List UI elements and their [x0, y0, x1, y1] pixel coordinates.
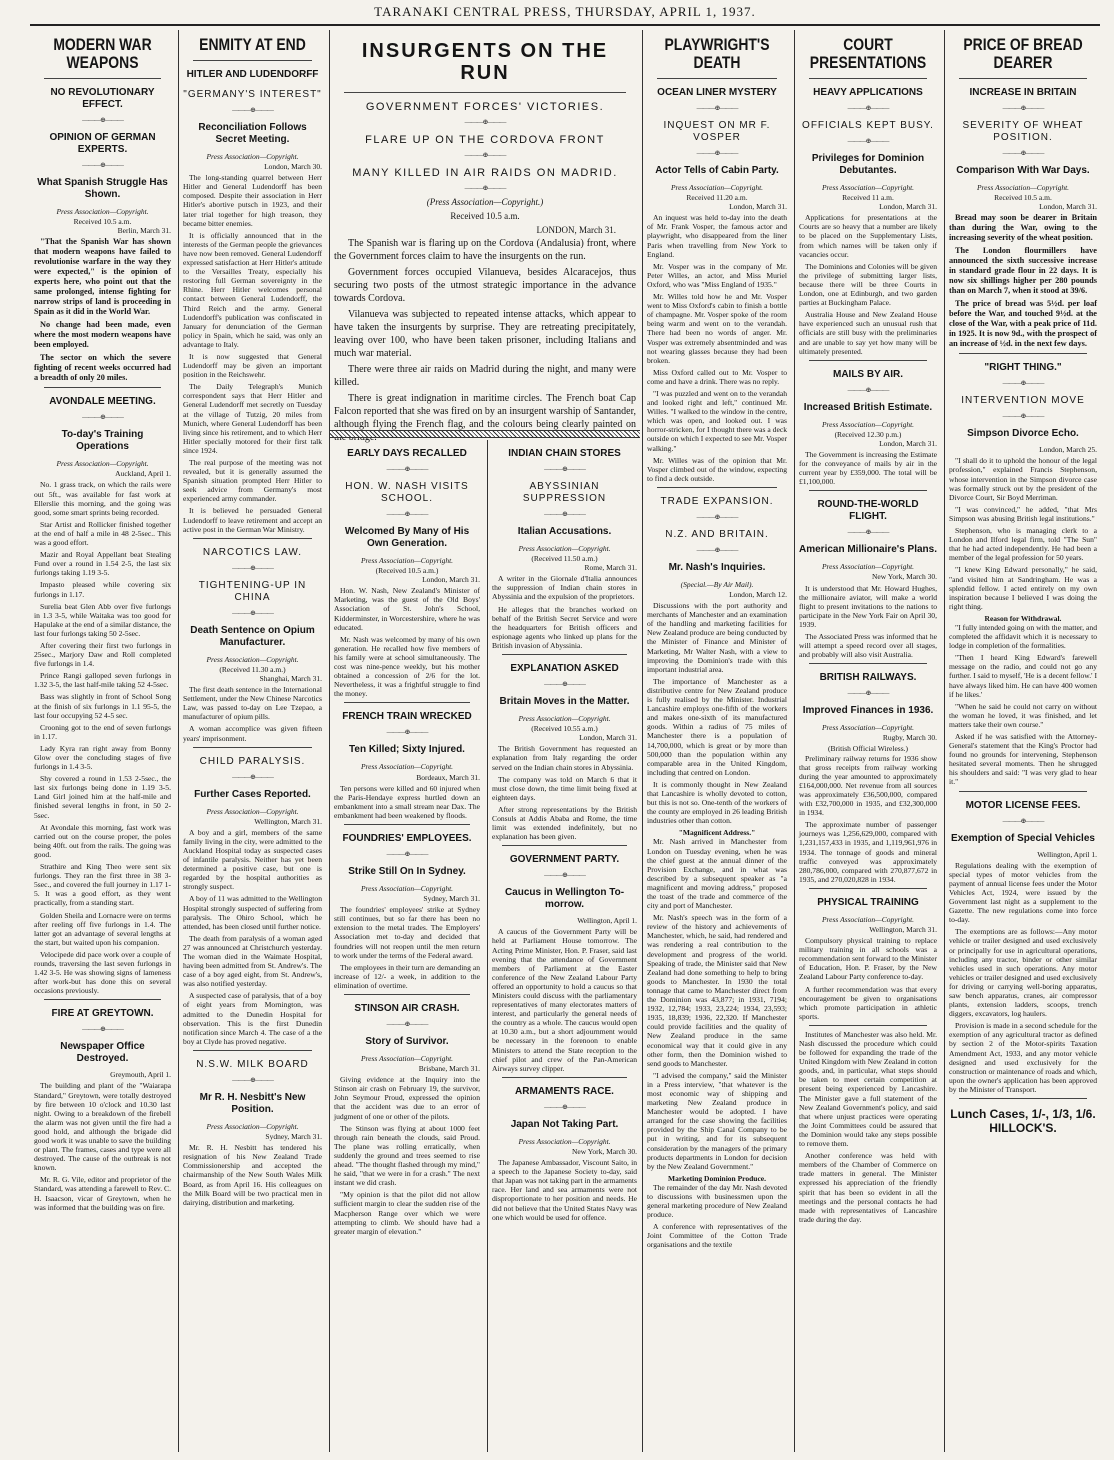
paragraph: Institutes of Manchester was also held. Mr. Nash discussed the procedure which could be followed for expanding the trade of the United Kingdom with New Zealand in cotton goods, and, in particular, what steps should be taken to meet certain competition at present being experienced by Lancashire. The Minister gave a full statement of the New Zealand Government's policy, and said that where unjust practices were operating the Joint Committees could be assured that the Dominion would take any steps possible to remove them.	[799, 1029, 937, 1149]
separator	[183, 564, 322, 572]
paragraph: Asked if he was satisfied with the Attorney-General's statement that the King's Proctor had found no grounds for intervening, Stephenson hesitated several moments. Then he shrugged his shoulders and said: "I was very glad to hear it."	[949, 732, 1097, 787]
subhead: HITLER AND LUDENDORFF	[186, 69, 319, 80]
paragraph: "I knew King Edward personally," he said, "and visited him at Sandringham. He was a splendid fellow. I acted entirely on my own inspiration because I believed I was doing the right thing.	[949, 565, 1097, 611]
byline: Press Association—Copyright.	[976, 183, 1070, 192]
separator	[799, 104, 937, 112]
byline: Press Association—Copyright.	[360, 1054, 454, 1063]
subhead: What Spanish Struggle Has Shown.	[37, 177, 168, 200]
separator	[183, 1076, 322, 1084]
headline-right-thing: "RIGHT THING."	[984, 362, 1062, 374]
rule	[344, 824, 470, 825]
headline-price-of-bread-dearer: PRICE OF BREAD DEARER	[963, 35, 1083, 72]
subhead: Improved Finances in 1936.	[802, 705, 934, 717]
rule	[344, 994, 470, 995]
separator	[949, 104, 1097, 112]
paragraph: The exemptions are as follows:—Any motor vehicle or trailer designed and used exclusively or principally for use in agricultural operations, including any tractor, binder or other similar vehicles used in such operations. Any motor vehicles or trailer designed and used exclusively for driving or carrying well-boring apparatus, saw bench apparatus, cranes, air compressor plants, extension ladders, scoops, trench diggers, excavators, log haulers.	[949, 927, 1097, 1019]
paragraph: Applications for presentations at the Courts are so heavy that a number are likely to be placed on the Supplementary Lists, from which names will be taken only if vacancies occur.	[799, 213, 937, 259]
subhead: Reconciliation Follows Secret Meeting.	[198, 122, 307, 145]
paragraph: There is great indignation in maritime circles. The French boat Cap Falcon reported that she was fired on by an insurgent warship of Santander, although flying the French flag, and the colours being clearly painted on	[334, 393, 636, 431]
rule	[959, 1098, 1087, 1099]
subhead: Strike Still On In Sydney.	[348, 865, 466, 877]
paragraph: Mr. Nash's speech was in the form of a review of the history and achievements of Manchester, which, he said, had rendered and was rendering a real contribution to the development and progress of the world. Speaking of trade, the Minister said that New Zealand had done something to help to bring goods to Manchester. In 1930 the total tonnage that came to Manchester direct from the Dominion was 43,877; in 1931, 7194; 1932, 12,784; 1933, 23,224; 1934, 23,593; 1935, 18,839; 1936, 22,320. If Manchester could provide facilities and the quality of New Zealand produce in the same economical way that it could give in any other form, then the Dominion wished to send goods to Manchester.	[647, 913, 787, 1068]
headline-indian-chain-stores: INDIAN CHAIN STORES	[508, 448, 621, 459]
paragraph: Mr. R. H. Nesbitt has tendered his resignation of his New Zealand Trade Commissionership and accepted the chairmanship of the New South Wales Milk Board, as from April 16. His colleagues on the Milk Board will be two practical men in dairying, distribution and marketing.	[183, 1143, 322, 1207]
paragraph: Surelia beat Glen Abb over five furlongs in 1.3 3-5, while Waitaka was too good for Hapulake at the end of a similar distance, the last four furlongs taking 50 2-5sec.	[34, 601, 171, 638]
paragraph: The Government is increasing the Estimate for the conveyance of mails by air in the current year by £359,000. The total will be £1,100,000.	[799, 449, 937, 487]
separator	[334, 184, 636, 192]
byline: Press Association—Copyright.	[821, 914, 915, 924]
paragraph: Mr. Vosper was in the company of Mr. Peter Willes, an actor, and Miss Muriel Oxford, who was "Miss England of 1935."	[647, 261, 787, 289]
dateline: Wellington, March 31.	[254, 816, 322, 826]
byline: Press Association—Copyright.	[206, 1121, 299, 1131]
rule	[344, 92, 626, 93]
dateline: Sydney, March 31.	[423, 894, 480, 904]
subhead: NO REVOLUTIONARY EFFECT.	[50, 87, 155, 110]
received-time: (Received 11.50 a.m.)	[531, 554, 598, 564]
subhead: MANY KILLED IN AIR RAIDS ON MADRID.	[352, 167, 618, 179]
subhead: GOVERNMENT FORCES' VICTORIES.	[365, 101, 605, 113]
paragraph: Government forces occupied Vilanueva, besides Alcaracejos, thus securing two posts of the utmost strategic importance in the advance towards Cordova.	[334, 267, 636, 305]
separator	[949, 379, 1097, 387]
received-time: (Received 10.55 a.m.)	[531, 724, 598, 734]
received-time: Received 11.20 a.m.	[686, 193, 748, 203]
subhead: TIGHTENING-UP IN CHINA	[198, 579, 307, 603]
rule	[657, 78, 777, 79]
dateline: London, March 31.	[729, 202, 787, 212]
byline: Press Association—Copyright.	[360, 883, 454, 893]
paragraph: After covering their first two furlongs in 25sec., Marjory Daw and Roll completed five furlongs in 1.4.	[34, 640, 171, 669]
separator	[647, 546, 787, 554]
paragraph: Mr. Nash was welcomed by many of his own generation. He recalled how five members of his family were at school simultaneously. The cost was nine-pence weekly, but his mother obtained a concession of 2/6 for the lot. Nevertheless, it was a frightful struggle to find the money.	[334, 634, 480, 699]
section-heading: Marketing Dominion Produce.	[668, 1173, 766, 1183]
received-time: Received 10.5 a.m.	[73, 217, 132, 227]
paragraph: Discussions with the port authority and merchants of Manchester and an examination of the handling and marketing facilities for New Zealand produce are being conducted by the Minister of Finance and Minister of Marketing, Mr Walter Nash, with a view to improving the Dominion's trade with this important industrial area.	[647, 601, 787, 674]
subhead: Actor Tells of Cabin Party.	[655, 165, 779, 176]
headline-explanation-asked: EXPLANATION ASKED	[510, 663, 619, 675]
headline-french-train-wrecked: FRENCH TRAIN WRECKED	[342, 711, 472, 723]
paragraph: Vilanueva was subjected to repeated intense attacks, which appear to have taken the insurgents by surprise. They are retreating precipitately, leaving over 100, who have been taken prisoner, including Italians and much war material.	[334, 309, 636, 360]
paragraph: "I advised the company," said the Minister in a Press interview, "that whatever is the most economic way of shipping and marketing New Zealand produce in Manchester would be adopted. I have arranged for the case showing the facilities provided by the Ship Canal Company to be put in writing, and for its subsequent consideration by the managers of the primary products departments in London for decision by the New Zealand Government."	[647, 1070, 787, 1171]
paragraph: The British Government has requested an explanation from Italy regarding the order served on the Indian chain stores in Abyssinia.	[492, 744, 637, 772]
headline-playwrights-death: PLAYWRIGHT'S DEATH	[664, 35, 770, 72]
rule	[809, 1025, 927, 1026]
rule	[193, 538, 312, 539]
paragraph: "I fully intended going on with the matter, and completed the affidavit which it is necessary to lodge in completion of the formalities.	[949, 622, 1097, 651]
paragraph: "When he said he could not carry on without the woman he loved, it was finished, and let matters take their own course."	[949, 701, 1097, 729]
headline-mails-by-air: MAILS BY AIR.	[832, 368, 903, 380]
dateline: London, March 31.	[879, 438, 937, 448]
paragraph: A writer in the Giornale d'Italia announces the suppression of Indian chain stores in Abyssinia and the expulsion of the proprietors.	[492, 574, 637, 602]
byline: Press Association—Copyright.	[821, 419, 915, 429]
subhead: INQUEST ON MR F. VOSPER	[663, 120, 771, 143]
ornamental-divider	[330, 430, 640, 438]
headline-government-party: GOVERNMENT PARTY.	[509, 854, 620, 866]
separator	[183, 609, 322, 617]
paragraph: The price of bread was 5½d. per loaf before the War, and touched 9½d. at the close of the War, with a peak price of 11d. in 1925. It is now 9d., with the prospect of an increase of ½d. in the next few days.	[949, 299, 1097, 349]
byline: Press Association—Copyright.	[206, 654, 299, 664]
byline: Press Association—Copyright.	[821, 183, 915, 192]
subhead: INTERVENTION MOVE	[961, 395, 1085, 407]
rule	[502, 1077, 627, 1078]
headline-avondale-meeting: AVONDALE MEETING.	[49, 396, 156, 408]
dateline: Rome, March 31.	[584, 563, 637, 573]
paragraph: He alleges that the branches worked on behalf of the British Secret Service and were the headquarters for British officers and espionage agents who linked up plans for the British invasion of Abyssinia.	[492, 604, 637, 650]
byline: Press Association—Copyright.	[821, 562, 915, 572]
paragraph: Crooning got to the end of seven furlongs in 1.17.	[34, 722, 171, 741]
paragraph: Giving evidence at the Inquiry into the Stinson air crash on February 19, the survivor, John Seymour Proud, expressed the opinion that the accident was due to an error of judgment of one or other of the pilots.	[334, 1075, 480, 1121]
paragraph: Velocipede did pace work over a couple of rounds, traversing the last seven furlongs in 1.42 3-5. He was showing signs of lameness after work-but has done this on several occasions previously.	[34, 949, 171, 996]
headline-armaments-race: ARMAMENTS RACE.	[515, 1085, 614, 1097]
separator	[34, 1025, 171, 1033]
separator	[949, 412, 1097, 420]
separator	[799, 689, 937, 697]
rule	[959, 78, 1087, 79]
dateline: Shanghai, March 31.	[259, 673, 322, 683]
headline-british-railways: BRITISH RAILWAYS.	[819, 672, 917, 684]
subhead: Ten Killed; Sixty Injured.	[349, 744, 465, 756]
paragraph: "That the Spanish War has shown that modern weapons have failed to revolutionise warfare in the way they were expected," is the opinion of experts here, who point out that the same prolonged, intense fighting for narrow strips of land is proceeding in Spain as it did in the World War.	[34, 237, 171, 317]
dateline: London, March 30.	[264, 162, 322, 172]
subhead: Exemption of Special Vehicles	[951, 832, 1095, 844]
separator	[34, 116, 171, 124]
paragraph: The Associated Press was informed that he will attempt a speed record over all stages, and probably will also visit Australia.	[799, 632, 937, 660]
paragraph: A woman accomplice was given fifteen years' imprisonment.	[183, 724, 322, 743]
paragraph: Regulations dealing with the exemption of special types of motor vehicles from the payment of annual license fees under the Motor Vehicles Act, 1924, were issued by the Government last night as a supplement to the Gazette. The new regulations come into force to-day.	[949, 860, 1097, 925]
received-time: Received 10.5 a.m.	[994, 193, 1052, 203]
subhead: Death Sentence on Opium Manufacturer.	[190, 624, 315, 648]
rule	[193, 747, 312, 748]
headline-stinson-air-crash: STINSON AIR CRASH.	[354, 1003, 460, 1014]
paragraph: The company was told on March 6 that it must close down, the time limit being fixed at eighteen days.	[492, 774, 637, 802]
paragraph: A caucus of the Government Party will be held at Parliament House tomorrow. The Acting Prime Minister, Hon. P. Fraser, said last evening that the attendance of Government members of Parliament at the Easter conference of the New Zealand Labour Party offered an opportunity to hold a caucus so that Ministers could discuss with the parliamentary representatives of many electorates matters of interest, and particularly the general needs of the country as a whole. The caucus would open at 10.30 a.m., but a short adjournment would be necessary in the forenoon to enable Ministers to attend the State reception to the chief pilot and crew of the Pan-American Airways survey clipper.	[492, 927, 637, 1073]
subhead: "GERMANY'S INTEREST"	[183, 89, 322, 100]
rule	[502, 654, 627, 655]
paragraph: No change had been made, even where the most modern weapons have been employed.	[34, 320, 171, 350]
paragraph: An inquest was held to-day into the death of Mr. Frank Vosper, the famous actor and playwright, who disappeared from the liner Paris when travelling from New York to England.	[647, 213, 787, 259]
paragraph: There were three air raids on Madrid during the night, and many were killed.	[334, 364, 636, 389]
paragraph: Lady Kyra ran right away from Bonny Glow over the concluding stages of five furlongs in 1.4 3-5.	[34, 743, 171, 772]
dateline: London, March 25.	[1039, 445, 1097, 455]
received-time: Received 11 a.m.	[842, 193, 894, 203]
rule	[809, 78, 927, 79]
byline: (Press Association—Copyright.)	[426, 197, 544, 207]
paragraph: Mr. Willes was of the opinion that Mr. Vosper climbed out of the window, expecting to find a deck outside.	[647, 455, 787, 483]
paragraph: The building and plant of the "Waiarapa Standard," Greytown, were totally destroyed by fire between 10 o'clock and 10.30 last night. Owing to a breakdown of the firebell the alarm was not given until the fire had a good hold, and although the brigade did good work it was unable to save the building or plant. The frames, cases and type were all destroyed. The cause of the outbreak is not known.	[34, 1081, 171, 1173]
paragraph: The approximate number of passenger journeys was 1,256,629,000, compared with 1,231,157,433 in 1935, and 1,119,961,976 in 1934. The tonnage of goods and mineral traffic conveyed was approximately 280,786,000, compared with 270,877,672 in 1935, and 270,020,828 in 1934.	[799, 820, 937, 884]
rule	[44, 78, 161, 79]
subhead: Newspaper Office Destroyed.	[60, 1041, 145, 1065]
headline-court-presentations: COURT PRESENTATIONS	[809, 35, 927, 72]
column-court-presentations	[794, 30, 941, 1452]
separator	[799, 137, 937, 145]
separator	[492, 465, 637, 473]
subhead: Welcomed By Many of His Own Generation.	[344, 526, 470, 549]
column-playwrights-death	[642, 30, 791, 1452]
column-enmity-at-end	[178, 30, 326, 1452]
dateline: Auckland, April 1.	[115, 469, 171, 479]
paragraph: The London flourmillers have announced the sixth successive increase in standard grade flour in 22 days. It is now six shillings higher per 280 pounds than on March 7, when it stood at 39/6.	[949, 246, 1097, 296]
subhead: Italian Accusations.	[517, 526, 612, 537]
rule	[44, 999, 161, 1000]
separator	[799, 386, 937, 394]
paragraph: Ten persons were killed and 60 injured when the Paris-Hendaye express hurtled down an embankment into a small stream near Dax. The embankment had been weakened by floods.	[334, 783, 480, 820]
byline: Press Association—Copyright.	[518, 1136, 611, 1146]
dateline: Brisbane, March 31.	[418, 1064, 480, 1074]
dateline: London, March 31.	[422, 575, 480, 585]
rule	[809, 360, 927, 361]
rule	[502, 845, 627, 846]
paragraph: The remainder of the day Mr. Nash devoted to discussions with businessmen upon the general marketing procedure of New Zealand produce.	[647, 1182, 787, 1220]
subcolumn-indian-chain-stores	[487, 440, 640, 1452]
paragraph: It is understood that Mr. Howard Hughes, the millionaire aviator, will make a world flight to present invitations to the nations to participate in the New York Fair on April 30, 1939.	[799, 583, 937, 629]
paragraph: After strong representations by the British Consuls at Addis Ababa and Rome, the time limit was extended indefinitely, but no explanation has been given.	[492, 804, 637, 842]
paragraph: A conference with representatives of the Joint Committee of the Cotton Trade organisations and the textile	[647, 1222, 787, 1250]
paragraph: It is officially announced that in the interests of the German people the grievances have now been removed. General Ludendorff expressed satisfaction at Herr Hitler's attitude to the Versailles Treaty, especially his restoring full German sovereignty in the Rhine. Herr Hitler welcomes personal contact between General Ludendorff, the Third Reich and the army. General Ludendorff's publication was confiscated in January for denunciation of the German policy in Spain, which he said, was only an advantage to Italy.	[183, 230, 322, 349]
subhead: OFFICIALS KEPT BUSY.	[802, 120, 934, 131]
column-modern-war-weapons	[30, 30, 175, 1452]
byline: Press Association—Copyright.	[821, 723, 915, 733]
dateline: London, March 12.	[729, 590, 787, 599]
paragraph: It is now suggested that General Ludendorff may be given an important position in the Reichswehr.	[183, 351, 322, 380]
separator	[334, 151, 636, 159]
paragraph: Miss Oxford called out to Mr. Vosper to come and have a drink. There was no reply.	[647, 367, 787, 386]
subhead: INCREASE IN BRITAIN	[969, 87, 1077, 98]
headline-nsw-milk-board: N.S.W. MILK BOARD	[196, 1058, 309, 1070]
paragraph: A boy and a girl, members of the same family living in the city, were admitted to the Auckland Hospital today as suspected cases of infantile paralysis. Neither has yet been determined a positive case, but one is regarded by the hospital authorities as strongly suspect.	[183, 827, 322, 892]
subhead: OPINION OF GERMAN EXPERTS.	[49, 132, 156, 155]
headline-modern-war-weapons: MODERN WAR WEAPONS	[53, 35, 152, 72]
separator	[183, 106, 322, 114]
dateline: London, March 31.	[1039, 202, 1097, 212]
subhead: OCEAN LINER MYSTERY	[657, 87, 777, 98]
separator	[34, 161, 171, 169]
paragraph: The death from paralysis of a woman aged 27 was announced at Christchurch yesterday. The woman died in the Waimate Hospital, having been admitted from St. Andrew's. The case of a boy aged eight, from St. Andrew's, was also notified yesterday.	[183, 933, 322, 989]
paragraph: "Then I heard King Edward's farewell message on the radio, and could not go any further. I said to myself, 'He is a decent fellow.' I have always liked him. He can have 400 women if he likes.'	[949, 653, 1097, 699]
headline-enmity-at-end: ENMITY AT END	[199, 35, 306, 54]
paragraph: Impasto pleased while covering six furlongs in 1.17.	[34, 580, 171, 599]
separator	[183, 773, 322, 781]
column-insurgents-on-the-run	[329, 30, 640, 1452]
subhead: Mr. Nash's Inquiries.	[668, 561, 766, 573]
paragraph: No. 1 grass track, on which the rails were out 5ft., was available for fast work at Ellerslie this morning, and the going was good, some smart sprints being recorded.	[34, 480, 171, 517]
headline-fire-at-greytown: FIRE AT GREYTOWN.	[51, 1008, 154, 1020]
dateline: Wellington, March 31.	[869, 924, 937, 934]
paragraph: The Dominions and Colonies will be given the privilege of submitting larger lists, because there will be three Courts in London, one at Edinburgh, and two garden parties at Buckingham Palace.	[799, 261, 937, 308]
separator	[492, 1103, 637, 1111]
received-time: (Received 12.30 p.m.)	[834, 429, 902, 439]
subhead: Comparison With War Days.	[956, 165, 1090, 176]
headline-insurgents-on-the-run: INSURGENTS ON THE RUN	[361, 40, 609, 84]
paragraph: Bread may soon be dearer in Britain than during the War, owing to the increasing severity of the wheat position.	[949, 213, 1097, 243]
received-time: (Received 10.5 a.m.)	[375, 566, 439, 576]
rule	[959, 353, 1087, 354]
advertisement-hillocks: Lunch Cases, 1/-, 1/3, 1/6. HILLOCK'S.	[950, 1107, 1096, 1135]
paragraph: Hon. W. Nash, New Zealand's Minister of Marketing, was the guest of the Old Boys' Association of St. John's School, Kidderminster, in Worcestershire, where he was educated.	[334, 586, 480, 632]
paragraph: The employees in their turn are demanding an increase of 12/- a week, in addition to the elimination of overtime.	[334, 962, 480, 990]
paragraph: Stephenson, who is managing clerk to a London and Ilford legal firm, told "The Sun" that he had acted independently. He had been a member of the legal profession for 50 years.	[949, 526, 1097, 563]
paragraph: Mr. Willes told how he and Mr. Vosper went to Miss Oxford's cabin to finish a bottle of champagne. Mr. Vosper spoke of the room being warm and went on to the verandah. There had been no words of anger. Mr. Vosper was extremely absentminded and was not wearing glasses because they had been broken.	[647, 292, 787, 365]
separator	[334, 465, 480, 473]
paragraph: It is believed he persuaded General Ludendorff to leave retirement and accept an active post in the German War Ministry.	[183, 506, 322, 534]
separator	[334, 510, 480, 518]
rule	[809, 888, 927, 889]
separator	[334, 1020, 480, 1028]
headline-early-days-recalled: EARLY DAYS RECALLED	[347, 448, 467, 459]
dateline: Greymouth, April 1.	[110, 1070, 171, 1080]
paragraph: Australia House and New Zealand House have experienced such an unusual rush that officials are still busy with the preliminaries and are unable to say yet how many will be ultimately presented.	[799, 310, 937, 356]
headline-physical-training: PHYSICAL TRAINING	[817, 896, 919, 908]
paragraph: Bass was slightly in front of School Song at the finish of six furlongs in 1.1 95-5, the last four occupying 52 4-5 sec.	[34, 692, 171, 720]
separator	[334, 118, 636, 126]
paragraph: Preliminary railway returns for 1936 show that gross receipts from railway working during the year amounted to approximately £164,000,000. Net revenue from all sources was approximately £36,500,000, compared with £32,700,000 in 1935, and £32,300,000 in 1934.	[799, 753, 937, 818]
paragraph: The Spanish war is flaring up on the Cordova (Andalusia) front, where the Government forces claim to have the insurgents on the run.	[334, 238, 636, 263]
received-time: (British Official Wireless.)	[827, 744, 909, 754]
paragraph: Mazir and Royal Appellant beat Stealing Fund over a round in 1.54 2-5, the last six furlongs taking 1.19 3-5.	[34, 550, 171, 578]
dateline: Wellington, April 1.	[577, 916, 637, 926]
subhead: Japan Not Taking Part.	[510, 1118, 619, 1130]
paragraph: A suspected case of paralysis, that of a boy of eight years from Mornington, was admitted to the Dunedin Hospital for observation. This is the first Dunedin notification since March 4. The case of a the boy at Clyde has proved negative.	[183, 991, 322, 1046]
subhead: Simpson Divorce Echo.	[967, 428, 1079, 440]
dateline: New York, March 30.	[572, 1146, 637, 1156]
headline-trade-expansion: TRADE EXPANSION.	[660, 495, 774, 507]
subhead: N.Z. AND BRITAIN.	[665, 528, 769, 540]
subhead: To-day's Training Operations	[61, 429, 144, 453]
subhead: HEAVY APPLICATIONS	[813, 87, 923, 98]
paragraph: Star Artist and Rollicker finished together at the end of half a mile in 48 2-5sec.. This was a good effort.	[34, 519, 171, 548]
subhead: Further Cases Reported.	[194, 788, 311, 800]
separator	[334, 850, 480, 858]
subhead: SEVERITY OF WHEAT POSITION.	[962, 120, 1084, 143]
received-time: (Received 11.30 a.m.)	[219, 664, 286, 674]
section-heading: Reason for Withdrawal.	[984, 613, 1062, 623]
paragraph: The long-standing quarrel between Herr Hitler and General Ludendorff has been composed. Despite their association in Herr Hitler's abortive putsch in 1923, and their later trial together for high treason, they became bitter enemies.	[183, 173, 322, 228]
paragraph: Mr. R. G. Vile, editor and proprietor of the Standard, was attending a farewell to Rev. C. H. Isaacson, vicar of Greytown, when he was informed that the building was on fire.	[34, 1175, 171, 1212]
received-time: Received 10.5 a.m.	[450, 211, 520, 222]
paragraph: "I was puzzled and went on to the verandah and looked right and left," continued Mr. Willes. "I walked to the window in the centre, which was open, and looked out. I was horror-stricken, for I thought there was a deck outside on which I expected to see Mr. Vosper walking."	[647, 388, 787, 453]
paragraph: Prince Rangi galloped seven furlongs in 1.32 3-5, the last half-mile taking 52 4-5sec.	[34, 671, 171, 690]
paragraph: Strathire and King Theo were sent six furlongs. They ran the first three in 38 3-5sec., and covered the full journey in 1.17 1-5. It was a good effort, as they went practically, from a standing start.	[34, 862, 171, 908]
rule	[193, 1050, 312, 1051]
dateline: Wellington, April 1.	[1037, 849, 1097, 859]
separator	[492, 510, 637, 518]
paragraph: A boy of 11 was admitted to the Wellington Hospital strongly suspected of suffering from paralysis. The Ohiro School, which he attended, has been closed until further notice.	[183, 894, 322, 931]
paragraph: The Japanese Ambassador, Viscount Saito, in a speech to the Japanese Society to-day, said that Japan was not taking part in the armaments race. Her land and sea armaments were not disproportionate to her position and needs. He did not believe that the United States Navy was one which would be used for offence.	[492, 1158, 637, 1222]
separator	[492, 680, 637, 688]
separator	[334, 728, 480, 736]
paragraph: Golden Sheila and Lornacre were on terms after reeling off five furlongs in 1.4. The latter got an advantage of several lengths at the start, but waited upon his companion.	[34, 910, 171, 947]
subhead: American Millionaire's Plans.	[799, 544, 937, 556]
subhead: Britain Moves in the Matter.	[499, 696, 630, 708]
paragraph: The Daily Telegraph's Munich correspondent says that Herr Hitler and General Ludendorff met secretly on Tuesday at the village of Tutzig, 20 miles from Munich, where General Ludendorff has been living since his retirement, and to which Herr Hitler specially motored for their first talk since 1924.	[183, 382, 322, 455]
subcolumn-early-days-recalled	[330, 440, 484, 1452]
rule	[809, 663, 927, 664]
paragraph: At Avondale this morning, fast work was carried out on the course proper, the poles being 40ft. out from the rails. The going was good.	[34, 822, 171, 859]
subhead: FLARE UP ON THE CORDOVA FRONT	[365, 134, 605, 146]
subhead: HON. W. NASH VISITS SCHOOL.	[345, 481, 469, 504]
paragraph: The foundries' employees' strike at Sydney still continues, but so far there has been no extension to the metal trades. The Employers' Association met to-day and decided that foundries will not reopen until the men return to work under the terms of the Federal award.	[334, 905, 480, 960]
dateline: Bordeaux, March 31.	[416, 772, 480, 782]
paragraph: "I was convinced," he added, "that Mrs Simpson was abusing British legal institutions."	[949, 504, 1097, 523]
byline: Press Association—Copyright.	[670, 183, 764, 192]
rule	[344, 702, 470, 703]
dateline: New York, March 30.	[872, 572, 937, 582]
separator	[949, 817, 1097, 825]
paragraph: Shy covered a round in 1.53 2-5sec., the last six furlongs being done in 1.19 3-5. Land Girl joined him at the half-mile and finished several lengths in front, in 50 2-5sec.	[34, 774, 171, 820]
byline: Press Association—Copyright.	[518, 714, 611, 724]
byline: Press Association—Copyright.	[360, 556, 454, 565]
paragraph: Another conference was held with members of the Chamber of Commerce on trade matters in general. The Minister expressed his appreciation of the friendly spirit that has been so evident in all the meetings and the personal contacts he had made with representatives of Lancashire trade during the day.	[799, 1151, 937, 1224]
rule	[193, 60, 312, 61]
separator	[799, 528, 937, 536]
masthead: TARANAKI CENTRAL PRESS, THURSDAY, APRIL 1, 1937.	[30, 2, 1100, 26]
separator	[647, 513, 787, 521]
headline-child-paralysis: CHILD PARALYSIS.	[199, 755, 306, 767]
byline: Press Association—Copyright.	[56, 459, 149, 469]
rule	[44, 387, 161, 388]
subhead: Increased British Estimate.	[803, 401, 933, 413]
dateline: Berlin, March 31.	[117, 226, 171, 236]
dateline: London, March 31.	[879, 202, 937, 212]
paragraph: The sector on which the severe fighting of recent weeks occurred had a breadth of only 20 miles.	[34, 353, 171, 383]
separator	[492, 871, 637, 879]
headline-foundries-employees: FOUNDRIES' EMPLOYEES.	[342, 832, 472, 844]
byline: Press Association—Copyright.	[206, 806, 299, 816]
dateline: London, March 31.	[579, 733, 637, 743]
separator	[647, 104, 787, 112]
dateline: Sydney, March 31.	[265, 1132, 322, 1142]
subhead: Caucus in Wellington To-morrow.	[504, 887, 625, 911]
subhead: Story of Survivor.	[365, 1036, 449, 1047]
byline: Press Association—Copyright.	[206, 152, 299, 161]
rule	[657, 487, 777, 488]
subhead: ABYSSINIAN SUPPRESSION	[522, 481, 607, 504]
column-price-of-bread-dearer	[944, 30, 1101, 1452]
paragraph: "I shall do it to uphold the honour of the legal profession," explained Francis Stephenson, whose intervention in the Simpson divorce case was formally struck out by the president of the Divorce Court, Sir Boyd Merriman.	[949, 456, 1097, 502]
rule	[959, 791, 1087, 792]
subhead: Privileges for Dominion Debutantes.	[811, 153, 925, 176]
separator	[647, 149, 787, 157]
paragraph: Compulsory physical training to replace military training in all schools was a recommendation sent forward to the Minister of Education, Hon. P. Fraser, by the New Zealand Labour Party conference to-day.	[799, 936, 937, 982]
paragraph: Mr. Nash arrived in Manchester from London on Tuesday evening, when he was the chief guest at the annual dinner of the Provision Exchange, and in what was described by a subsequent speaker as "a magnificent and moving address," proposed the toast of the trade and commerce of the city and port of Manchester.	[647, 837, 787, 911]
section-heading: "Magnificent Address."	[678, 828, 756, 838]
separator	[949, 149, 1097, 157]
subhead: Mr R. H. Nesbitt's New Position.	[199, 1091, 306, 1115]
headline-round-the-world-flight: ROUND-THE-WORLD FLIGHT.	[817, 499, 919, 523]
paragraph: The real purpose of the meeting was not revealed, but it is generally assumed the Spanish situation prompted Herr Hitler to seek advice from Germany's most experienced army commander.	[183, 458, 322, 504]
paragraph: Provision is made in a second schedule for the exemption of any agricultural tractor as defined by section 2 of the Motor-spirits Taxation Amendment Act, 1933, and any motor vehicle designed and used exclusively for the construction or maintenance of roads and which, upon the owner's application has been approved by the Minister of Transport.	[949, 1021, 1097, 1094]
byline: Press Association—Copyright.	[518, 544, 611, 553]
paragraph: A further recommendation was that every encouragement be given to organisations which promote participation in athletic sports.	[799, 984, 937, 1021]
byline: Press Association—Copyright.	[56, 207, 149, 216]
paragraph: The Stinson was flying at about 1000 feet through rain beneath the clouds, said Proud. The plane was rolling erratically, when suddenly the ground and trees seemed to rise ahead. "The thought flashed through my mind," he said, "that we were in for a crash." The next instant we did crash.	[334, 1123, 480, 1188]
byline: Press Association—Copyright.	[360, 762, 454, 772]
rule	[809, 490, 927, 491]
paragraph: "My opinion is that the pilot did not allow sufficient margin to clear the sudden rise of the Macpherson Range over which we were attempting to climb. We should have had a greater margin of elevation."	[334, 1190, 480, 1236]
headline-narcotics-law: NARCOTICS LAW.	[202, 546, 303, 558]
paragraph: The importance of Manchester as a distributive centre for New Zealand produce is fully realised by the Minister. Industrial Lancashire employs one-fifth of the workers and makes one-sixth of its manufactured goods. Within a radius of 75 miles of Manchester there is a population of 14,700,000, which is great or by more than 500,000 than the population within any comparable area in the United Kingdom, including that centred on London.	[647, 676, 787, 777]
headline-motor-license-fees: MOTOR LICENSE FEES.	[965, 799, 1081, 811]
paragraph: It is commonly thought in New Zealand that Lancashire is wholly devoted to cotton, but this is not so. One-tenth of the workers of the county are employed in 26 leading British industries other than cotton.	[647, 779, 787, 826]
byline: (Special.—By Air Mail).	[680, 579, 754, 589]
dateline: LONDON, March 31.	[536, 225, 616, 236]
separator	[34, 413, 171, 421]
dateline: Rugby, March 30.	[882, 733, 937, 743]
paragraph: The first death sentence in the International Settlement, under the New Chinese Narcotics Law, was passed to-day on Lee Tzepao, a manufacturer of opium pills.	[183, 685, 322, 722]
